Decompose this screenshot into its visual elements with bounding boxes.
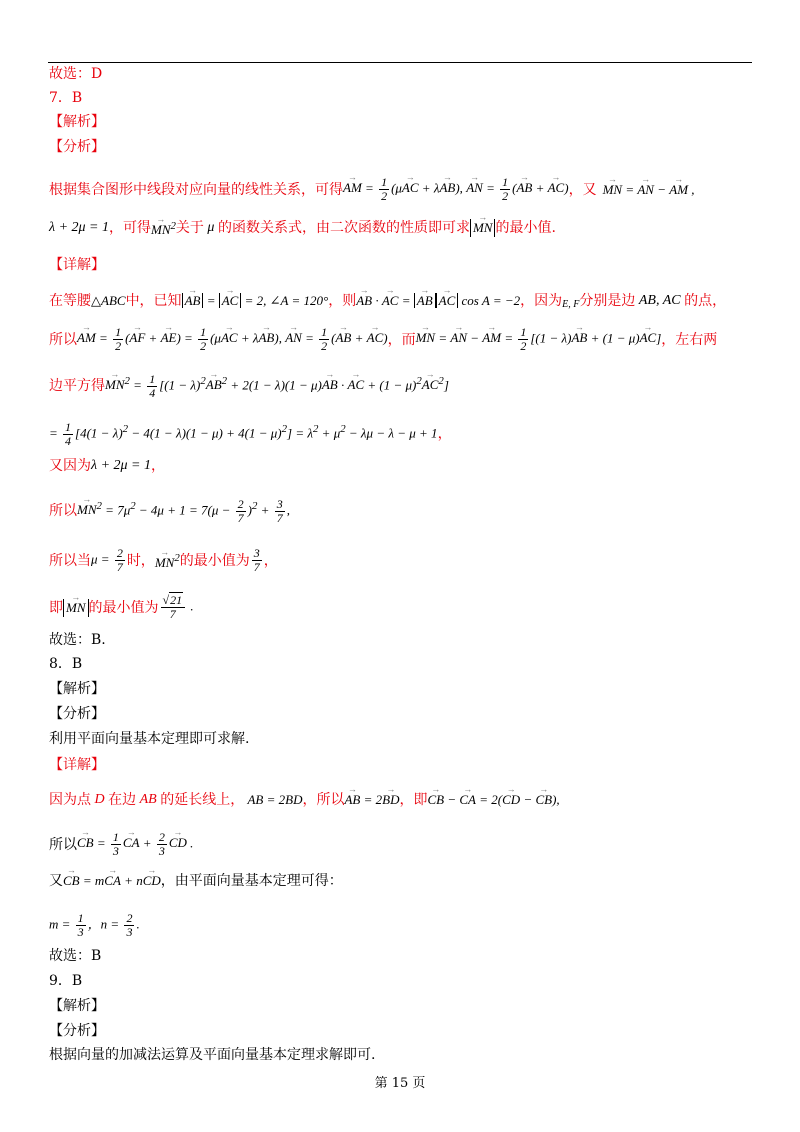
q7-formula-am-an: → AM = $\frac{1}{2}$ (μ→ AC + λ→ AB), → AN = $\frac{1}{2}$ (→ AB + → AC) [343, 176, 569, 203]
q7-detail-line5: 又因为 λ + 2μ = 1 ， [49, 458, 165, 474]
q7-detail-line3: 边平方得 → $MN^2$ = $\frac{1}{4}$ [$(1 - \lambda)^2\to AB^2 + 2(1 - \lambda)(1 - \mu)\to$ AB · → AC + $(1 - \mu)^2\to AC^2$] [49, 372, 449, 400]
q8-detail-line2: 所以 → CB = $\frac{1}{3}$ → CA + $\frac{2}{3}$ → CD . [49, 831, 193, 858]
q9-number: 9．B [49, 973, 83, 989]
header-rule [48, 62, 752, 63]
q8-detail-line1: 因为点 D 在边 AB 的延长线上， AB = 2BD ，所以 → AB = 2→ BD ，即 → CB − → CA = 2(→ CD − → CB), [49, 791, 560, 809]
q7-jiexi-label: 【解析】 [49, 114, 105, 130]
q7-formula-given: → AB = → AC = 2, ∠A = 120° [182, 292, 329, 310]
q8-number: 8．B [49, 656, 83, 672]
q7-formula-dot: → AB · → AC = → AB→ AC cos A = −2 [356, 292, 520, 310]
q7-analysis-line2: λ + 2μ = 1 ，可得 → $MN^2$ 关于 μ 的函数关系式，由二次函数的性质即可求 → MN 的最小值. [49, 217, 556, 239]
q7-xiangjie-label: 【详解】 [49, 257, 105, 273]
q9-analysis: 根据向量的加减法运算及平面向量基本定理求解即可. [49, 1047, 376, 1063]
page-number: 第 15 页 [374, 1076, 426, 1091]
q7-detail-line4: = $\frac{1}{4}$ $[4(1 - \lambda)^2 - 4(1 - \lambda)(1 - \mu) + 4(1 - \mu)^2] = \lambda^2 + \mu^2 - \lambda\mu - \lambda - \mu + 1$ ， [49, 419, 452, 448]
q8-fenxi-label: 【分析】 [49, 706, 105, 722]
q7-formula-lambda-mu: λ + 2μ = 1 [49, 220, 109, 236]
q9-fenxi-label: 【分析】 [49, 1023, 105, 1039]
q7-detail-line1: 在等腰 △ABC 中，已知 → AB = → AC = 2, ∠A = 120° ，则 → AB · → AC = → AB→ AC cos A = −2 ，因为 E, F 分别是边 AB, AC 的点， [49, 288, 726, 314]
q9-jiexi-label: 【解析】 [49, 998, 105, 1014]
q8-detail-line3: 又 → CB = m→ CA + n→ CD ，由平面向量基本定理可得： [49, 872, 343, 890]
q7-formula-mn: → MN = → AN − → AM , [603, 181, 695, 199]
q8-answer: 故选：B [49, 948, 102, 964]
prev-answer: 故选：D [49, 66, 103, 82]
q7-answer: 故选：B. [49, 632, 106, 648]
q7-detail-line2: 所以 → AM = $\frac{1}{2}$ (→ AF + → AE) = $\frac{1}{2}$ (μ→ AC + λ→ AB), → AN = $\frac{1}{2}$ (→ AB + → AC) ，而 → MN = → AN − → AM = $\frac{1}{2}$ [(1 − λ)→ AB + (1 − μ)→ AC] ，左右两 [49, 326, 717, 353]
q7-fenxi-label: 【分析】 [49, 139, 105, 155]
q8-detail-line4: m = $\frac{1}{3}$ ，n = $\frac{2}{3}$ . [49, 911, 140, 939]
q8-xiangjie-label: 【详解】 [49, 757, 105, 773]
q7-number: 7．B [49, 90, 83, 106]
q8-analysis: 利用平面向量基本定理即可求解. [49, 731, 250, 747]
q7-detail-line7: 所以当 μ = $\frac{2}{7}$ 时， → $MN^2$ 的最小值为 $\frac{3}{7}$ ， [49, 547, 278, 574]
q8-jiexi-label: 【解析】 [49, 681, 105, 697]
q7-analysis-line1: 根据集合图形中线段对应向量的线性关系，可得 → AM = $\frac{1}{2}$ (μ→ AC + λ→ AB), → AN = $\frac{1}{2}$ (→ AB + → AC) ，又 → MN = → AN − → AM , [49, 176, 695, 203]
q7-detail-line8: 即 → MN 的最小值为 $\frac{√21}{7}$ . [49, 594, 194, 621]
q7-detail-line6: 所以 → $MN^2 = 7\mu^2 - 4\mu + 1 = 7(\mu$ − $\frac{2}{7}$ )$^2$ + $\frac{3}{7}$ , [49, 497, 290, 525]
